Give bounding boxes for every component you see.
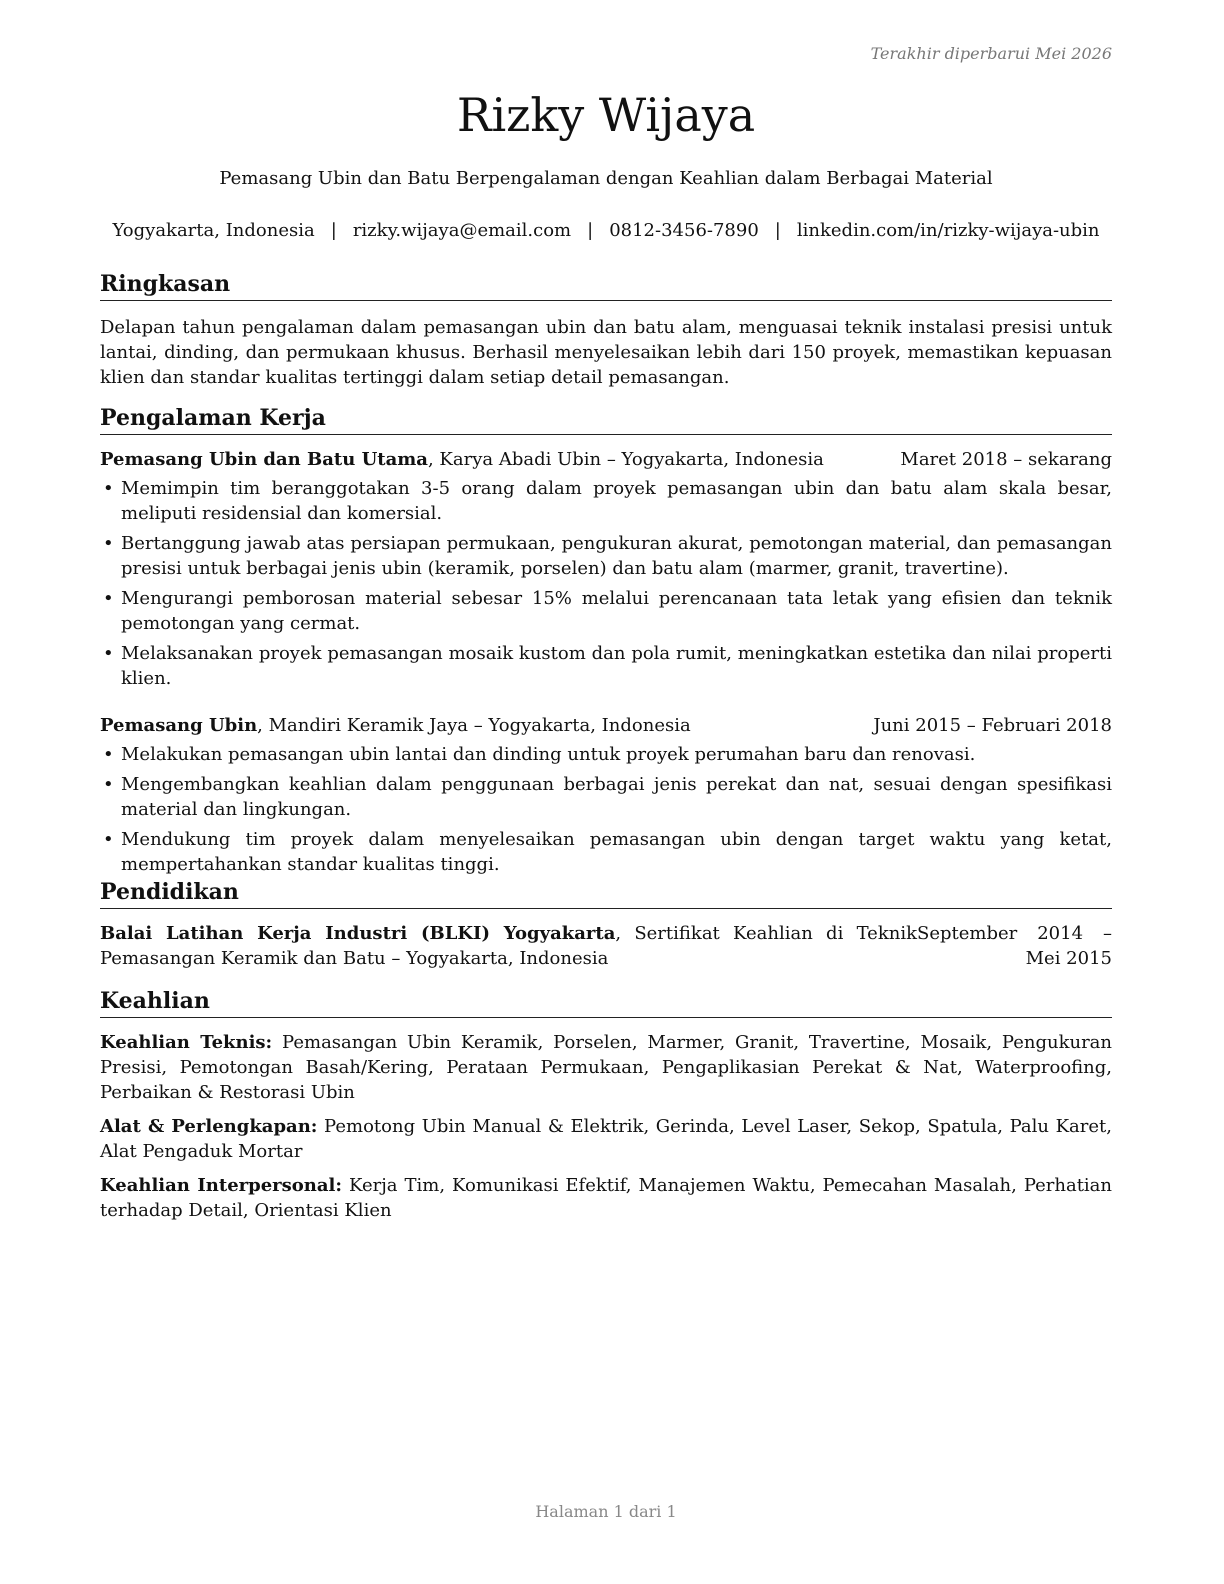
job-bullets bbox=[100, 476, 1112, 691]
contact-phone: 0812-3456-7890 bbox=[609, 220, 759, 241]
education-detail: , Sertifikat Keahlian di Teknik Pemasangan Keramik dan Batu – Yogyakarta, Indonesia bbox=[100, 923, 918, 969]
job-title: Pemasang Ubin bbox=[100, 715, 258, 736]
job-entry bbox=[100, 713, 1112, 877]
list-item: • Mendukung tim proyek dalam menyelesaikan pemasangan ubin dengan target waktu yang ketat, mempertahankan standar kualitas tinggi. bbox=[100, 827, 1112, 877]
summary-text: Delapan tahun pengalaman dalam pemasangan ubin dan batu alam, menguasai teknik instalasi presisi untuk lantai, dinding, dan permukaan khusus. Berhasil menyelesaikan lebih dari 150 proyek, memastikan kepuasan klien dan standar kualitas tertinggi dalam setiap detail pemasangan. bbox=[100, 317, 1112, 388]
section-heading-experience: Pengalaman Kerja bbox=[100, 404, 1112, 435]
education-dates: September 2014 – Mei 2015 bbox=[917, 923, 1112, 969]
skill-group bbox=[100, 1173, 1112, 1223]
skill-label: Keahlian Interpersonal: bbox=[100, 1175, 343, 1196]
education-institution: Balai Latihan Kerja Industri (BLKI) Yogyakarta bbox=[100, 923, 616, 944]
list-item: • Memimpin tim beranggotakan 3-5 orang dalam proyek pemasangan ubin dan batu alam skala besar, meliputi residensial dan komersial. bbox=[100, 476, 1112, 526]
contact-linkedin[interactable]: linkedin.com/in/rizky-wijaya-ubin bbox=[796, 220, 1100, 241]
skill-text: Pemotong Ubin Manual & Elektrik, Gerinda, Level Laser, Sekop, Spatula, Palu Karet, Alat Pengaduk Mortar bbox=[100, 1116, 1112, 1162]
skill-text: Pemasangan Ubin Keramik, Porselen, Marmer, Granit, Travertine, Mosaik, Pengukuran Presisi, Pemotongan Basah/Kering, Perataan Permukaan, Pengaplikasian Perekat & Nat, Waterproofing, Perbaikan & Restorasi Ubin bbox=[100, 1032, 1112, 1103]
experience-section bbox=[100, 404, 1112, 882]
page-number: Halaman 1 dari 1 bbox=[535, 1502, 677, 1521]
section-heading-education: Pendidikan bbox=[100, 878, 1112, 909]
skills-section bbox=[100, 987, 1112, 1223]
list-item: • Melaksanakan proyek pemasangan mosaik kustom dan pola rumit, meningkatkan estetika dan nilai properti klien. bbox=[100, 641, 1112, 691]
contact-line bbox=[100, 220, 1112, 241]
skill-text: Kerja Tim, Komunikasi Efektif, Manajemen Waktu, Pemecahan Masalah, Perhatian terhadap Detail, Orientasi Klien bbox=[100, 1175, 1113, 1221]
job-company: , Karya Abadi Ubin – Yogyakarta, Indonesia bbox=[427, 449, 824, 470]
contact-separator: | bbox=[587, 220, 594, 241]
contact-separator: | bbox=[330, 220, 337, 241]
candidate-name: Rizky Wijaya bbox=[456, 88, 756, 142]
job-dates: Maret 2018 – sekarang bbox=[900, 449, 1112, 470]
job-entry bbox=[100, 447, 1112, 691]
section-heading-summary: Ringkasan bbox=[100, 270, 1112, 301]
last-updated: Terakhir diperbarui Mei 2026 bbox=[870, 44, 1112, 63]
skill-group bbox=[100, 1114, 1112, 1164]
list-item: • Bertanggung jawab atas persiapan permukaan, pengukuran akurat, pemotongan material, dan pemasangan presisi untuk berbagai jenis ubin (keramik, porselen) dan batu alam (marmer, granit, travertine). bbox=[100, 531, 1112, 581]
education-entry bbox=[100, 921, 1112, 971]
skill-group bbox=[100, 1030, 1112, 1105]
list-item: • Mengurangi pemborosan material sebesar 15% melalui perencanaan tata letak yang efisien dan teknik pemotongan yang cermat. bbox=[100, 586, 1112, 636]
contact-location: Yogyakarta, Indonesia bbox=[112, 220, 315, 241]
list-item: • Melakukan pemasangan ubin lantai dan dinding untuk proyek perumahan baru dan renovasi. bbox=[100, 742, 1112, 767]
summary-section bbox=[100, 270, 1112, 390]
list-item: • Mengembangkan keahlian dalam penggunaan berbagai jenis perekat dan nat, sesuai dengan spesifikasi material dan lingkungan. bbox=[100, 772, 1112, 822]
contact-email[interactable]: rizky.wijaya@email.com bbox=[352, 220, 572, 241]
contact-separator: | bbox=[774, 220, 781, 241]
job-bullets bbox=[100, 742, 1112, 877]
job-company: , Mandiri Keramik Jaya – Yogyakarta, Indonesia bbox=[257, 715, 691, 736]
job-header bbox=[100, 447, 1112, 472]
education-section bbox=[100, 878, 1112, 971]
job-dates: Juni 2015 – Februari 2018 bbox=[873, 715, 1112, 736]
job-header bbox=[100, 713, 1112, 738]
section-heading-skills: Keahlian bbox=[100, 987, 1112, 1018]
skill-label: Keahlian Teknis: bbox=[100, 1032, 273, 1053]
candidate-tagline: Pemasang Ubin dan Batu Berpengalaman dengan Keahlian dalam Berbagai Material bbox=[219, 168, 993, 189]
skill-label: Alat & Perlengkapan: bbox=[100, 1116, 318, 1137]
job-title: Pemasang Ubin dan Batu Utama bbox=[100, 449, 428, 470]
resume-page bbox=[100, 0, 1112, 1584]
